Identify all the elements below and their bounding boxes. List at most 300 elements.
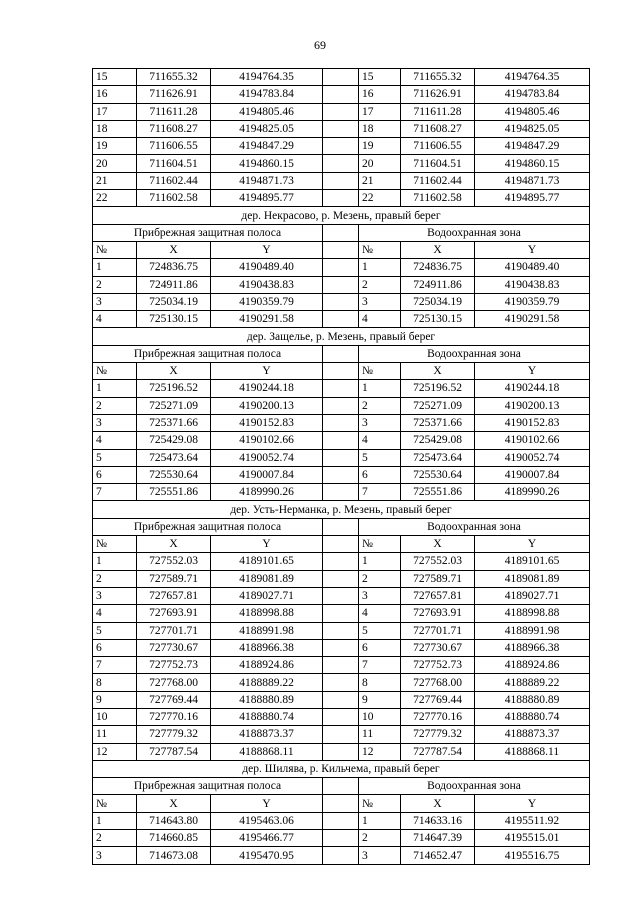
right-point-number: 22 — [359, 190, 401, 207]
right-point-number: 16 — [359, 86, 401, 103]
left-y-value: 4190007.84 — [211, 466, 323, 483]
column-header-x: X — [137, 241, 211, 258]
right-x-value: 711611.28 — [401, 103, 475, 120]
column-gap — [323, 536, 359, 553]
table-row — [93, 380, 590, 397]
left-y-value: 4188889.22 — [211, 674, 323, 691]
right-y-value: 4189027.71 — [475, 587, 590, 604]
right-y-value: 4190200.13 — [475, 397, 590, 414]
right-x-value: 727752.73 — [401, 657, 475, 674]
right-point-number: 3 — [359, 293, 401, 310]
right-x-value: 714647.39 — [401, 830, 475, 847]
column-gap — [323, 847, 359, 864]
left-x-value: 714643.80 — [137, 812, 211, 829]
column-header-x: X — [137, 363, 211, 380]
left-y-value: 4194825.05 — [211, 120, 323, 137]
left-point-number: 3 — [93, 414, 137, 431]
table-row — [93, 570, 590, 587]
right-point-number: 2 — [359, 830, 401, 847]
right-y-value: 4188873.37 — [475, 726, 590, 743]
column-header-x: X — [401, 241, 475, 258]
left-y-value: 4194871.73 — [211, 172, 323, 189]
column-gap — [323, 518, 359, 535]
table-row — [93, 587, 590, 604]
coastal-strip-header: Прибрежная защитная полоса — [93, 345, 323, 362]
right-point-number: 21 — [359, 172, 401, 189]
table-row — [93, 847, 590, 864]
right-x-value: 711604.51 — [401, 155, 475, 172]
right-x-value: 727693.91 — [401, 605, 475, 622]
column-gap — [323, 466, 359, 483]
column-gap — [323, 432, 359, 449]
right-point-number: 1 — [359, 380, 401, 397]
right-point-number: 12 — [359, 743, 401, 760]
right-x-value: 711655.32 — [401, 69, 475, 86]
table-row — [93, 639, 590, 656]
table-row — [93, 120, 590, 137]
right-y-value: 4194847.29 — [475, 138, 590, 155]
coordinates-table — [92, 68, 590, 865]
left-point-number: 2 — [93, 570, 137, 587]
right-point-number: 5 — [359, 449, 401, 466]
right-x-value: 725551.86 — [401, 484, 475, 501]
table-row — [93, 657, 590, 674]
column-gap — [323, 293, 359, 310]
right-y-value: 4194805.46 — [475, 103, 590, 120]
left-x-value: 725271.09 — [137, 397, 211, 414]
column-header-x: X — [401, 363, 475, 380]
right-x-value: 725371.66 — [401, 414, 475, 431]
left-y-value: 4188873.37 — [211, 726, 323, 743]
column-gap — [323, 587, 359, 604]
column-gap — [323, 639, 359, 656]
column-gap — [323, 449, 359, 466]
left-y-value: 4194860.15 — [211, 155, 323, 172]
left-x-value: 724836.75 — [137, 259, 211, 276]
right-point-number: 17 — [359, 103, 401, 120]
left-point-number: 6 — [93, 466, 137, 483]
right-y-value: 4190489.40 — [475, 259, 590, 276]
table-row — [93, 484, 590, 501]
right-point-number: 10 — [359, 708, 401, 725]
left-x-value: 727657.81 — [137, 587, 211, 604]
right-point-number: 7 — [359, 657, 401, 674]
right-x-value: 727768.00 — [401, 674, 475, 691]
right-y-value: 4190007.84 — [475, 466, 590, 483]
right-y-value: 4195511.92 — [475, 812, 590, 829]
left-y-value: 4195470.95 — [211, 847, 323, 864]
left-point-number: 19 — [93, 138, 137, 155]
left-x-value: 725196.52 — [137, 380, 211, 397]
table-row — [93, 674, 590, 691]
left-y-value: 4188924.86 — [211, 657, 323, 674]
left-point-number: 7 — [93, 657, 137, 674]
column-gap — [323, 743, 359, 760]
column-header-row — [93, 536, 590, 553]
table-row — [93, 432, 590, 449]
table-row — [93, 259, 590, 276]
table-row — [93, 311, 590, 328]
section-title-row — [93, 760, 590, 777]
column-gap — [323, 345, 359, 362]
coastal-strip-header: Прибрежная защитная полоса — [93, 778, 323, 795]
page-number: 69 — [314, 38, 326, 52]
table-row — [93, 69, 590, 86]
column-gap — [323, 812, 359, 829]
right-x-value: 714652.47 — [401, 847, 475, 864]
column-gap — [323, 241, 359, 258]
column-gap — [323, 708, 359, 725]
column-header-y: Y — [475, 536, 590, 553]
left-point-number: 4 — [93, 311, 137, 328]
left-x-value: 727701.71 — [137, 622, 211, 639]
right-x-value: 724836.75 — [401, 259, 475, 276]
column-gap — [323, 830, 359, 847]
left-point-number: 1 — [93, 380, 137, 397]
table-row — [93, 743, 590, 760]
right-y-value: 4190102.66 — [475, 432, 590, 449]
left-x-value: 711655.32 — [137, 69, 211, 86]
right-x-value: 727779.32 — [401, 726, 475, 743]
right-x-value: 724911.86 — [401, 276, 475, 293]
right-x-value: 725429.08 — [401, 432, 475, 449]
column-header-row — [93, 241, 590, 258]
column-header-x: X — [401, 795, 475, 812]
table-row — [93, 466, 590, 483]
right-y-value: 4194764.35 — [475, 69, 590, 86]
column-gap — [323, 657, 359, 674]
column-gap — [323, 190, 359, 207]
column-header-y: Y — [211, 536, 323, 553]
right-point-number: 20 — [359, 155, 401, 172]
right-x-value: 725130.15 — [401, 311, 475, 328]
left-y-value: 4189081.89 — [211, 570, 323, 587]
section-title-row — [93, 328, 590, 345]
table-row — [93, 726, 590, 743]
left-x-value: 727752.73 — [137, 657, 211, 674]
right-x-value: 727769.44 — [401, 691, 475, 708]
column-gap — [323, 138, 359, 155]
column-gap — [323, 553, 359, 570]
left-y-value: 4188880.74 — [211, 708, 323, 725]
right-y-value: 4190291.58 — [475, 311, 590, 328]
left-point-number: 1 — [93, 259, 137, 276]
left-y-value: 4194805.46 — [211, 103, 323, 120]
left-x-value: 724911.86 — [137, 276, 211, 293]
right-y-value: 4190359.79 — [475, 293, 590, 310]
column-header-number: № — [359, 795, 401, 812]
left-point-number: 3 — [93, 587, 137, 604]
column-gap — [323, 363, 359, 380]
column-header-number: № — [93, 795, 137, 812]
right-x-value: 711608.27 — [401, 120, 475, 137]
right-y-value: 4190152.83 — [475, 414, 590, 431]
left-y-value: 4194895.77 — [211, 190, 323, 207]
column-gap — [323, 86, 359, 103]
left-x-value: 711606.55 — [137, 138, 211, 155]
left-point-number: 10 — [93, 708, 137, 725]
left-y-value: 4188880.89 — [211, 691, 323, 708]
left-point-number: 6 — [93, 639, 137, 656]
right-y-value: 4188991.98 — [475, 622, 590, 639]
left-y-value: 4190291.58 — [211, 311, 323, 328]
section-title: дер. Защелье, р. Мезень, правый берег — [93, 328, 590, 345]
right-y-value: 4190052.74 — [475, 449, 590, 466]
column-gap — [323, 103, 359, 120]
column-gap — [323, 276, 359, 293]
left-point-number: 18 — [93, 120, 137, 137]
left-x-value: 725429.08 — [137, 432, 211, 449]
right-y-value: 4188880.89 — [475, 691, 590, 708]
left-point-number: 3 — [93, 293, 137, 310]
column-gap — [323, 414, 359, 431]
section-title: дер. Шилява, р. Кильчема, правый берег — [93, 760, 590, 777]
right-y-value: 4189081.89 — [475, 570, 590, 587]
right-point-number: 2 — [359, 276, 401, 293]
left-point-number: 8 — [93, 674, 137, 691]
left-y-value: 4194847.29 — [211, 138, 323, 155]
left-point-number: 2 — [93, 397, 137, 414]
right-point-number: 6 — [359, 466, 401, 483]
right-point-number: 18 — [359, 120, 401, 137]
table-row — [93, 553, 590, 570]
water-protection-zone-header: Водоохранная зона — [359, 345, 590, 362]
left-x-value: 725371.66 — [137, 414, 211, 431]
left-point-number: 1 — [93, 553, 137, 570]
coordinates-table-body — [93, 69, 590, 865]
section-title: дер. Усть-Нерманка, р. Мезень, правый берег — [93, 501, 590, 518]
right-x-value: 727701.71 — [401, 622, 475, 639]
left-x-value: 727779.32 — [137, 726, 211, 743]
left-x-value: 727693.91 — [137, 605, 211, 622]
right-point-number: 1 — [359, 259, 401, 276]
column-header-y: Y — [475, 363, 590, 380]
right-y-value: 4194871.73 — [475, 172, 590, 189]
right-y-value: 4189990.26 — [475, 484, 590, 501]
section-title-row — [93, 207, 590, 224]
right-point-number: 1 — [359, 553, 401, 570]
left-y-value: 4190200.13 — [211, 397, 323, 414]
left-point-number: 5 — [93, 622, 137, 639]
left-y-value: 4195463.06 — [211, 812, 323, 829]
right-y-value: 4188868.11 — [475, 743, 590, 760]
right-x-value: 711602.44 — [401, 172, 475, 189]
column-gap — [323, 172, 359, 189]
right-x-value: 727730.67 — [401, 639, 475, 656]
left-point-number: 2 — [93, 830, 137, 847]
column-header-x: X — [137, 795, 211, 812]
water-protection-zone-header: Водоохранная зона — [359, 518, 590, 535]
right-point-number: 4 — [359, 605, 401, 622]
left-x-value: 725034.19 — [137, 293, 211, 310]
right-point-number: 2 — [359, 397, 401, 414]
column-header-x: X — [401, 536, 475, 553]
water-protection-zone-header: Водоохранная зона — [359, 778, 590, 795]
table-row — [93, 293, 590, 310]
right-x-value: 711626.91 — [401, 86, 475, 103]
right-x-value: 727589.71 — [401, 570, 475, 587]
table-row — [93, 830, 590, 847]
left-x-value: 711602.58 — [137, 190, 211, 207]
right-point-number: 2 — [359, 570, 401, 587]
column-header-y: Y — [211, 795, 323, 812]
right-point-number: 5 — [359, 622, 401, 639]
left-x-value: 725530.64 — [137, 466, 211, 483]
right-x-value: 727552.03 — [401, 553, 475, 570]
left-y-value: 4194783.84 — [211, 86, 323, 103]
left-point-number: 5 — [93, 449, 137, 466]
left-x-value: 711608.27 — [137, 120, 211, 137]
left-point-number: 16 — [93, 86, 137, 103]
right-y-value: 4194860.15 — [475, 155, 590, 172]
left-point-number: 1 — [93, 812, 137, 829]
left-point-number: 7 — [93, 484, 137, 501]
coastal-strip-header: Прибрежная защитная полоса — [93, 224, 323, 241]
table-row — [93, 103, 590, 120]
left-point-number: 4 — [93, 605, 137, 622]
zone-header-row — [93, 224, 590, 241]
left-point-number: 12 — [93, 743, 137, 760]
right-y-value: 4190438.83 — [475, 276, 590, 293]
right-x-value: 725196.52 — [401, 380, 475, 397]
left-y-value: 4188966.38 — [211, 639, 323, 656]
zone-header-row — [93, 778, 590, 795]
column-header-number: № — [93, 536, 137, 553]
right-point-number: 8 — [359, 674, 401, 691]
column-gap — [323, 397, 359, 414]
column-header-number: № — [93, 363, 137, 380]
column-gap — [323, 674, 359, 691]
table-row — [93, 812, 590, 829]
section-title-row — [93, 501, 590, 518]
left-point-number: 4 — [93, 432, 137, 449]
table-row — [93, 138, 590, 155]
right-point-number: 3 — [359, 847, 401, 864]
column-gap — [323, 380, 359, 397]
right-y-value: 4188880.74 — [475, 708, 590, 725]
column-gap — [323, 691, 359, 708]
right-y-value: 4194825.05 — [475, 120, 590, 137]
right-point-number: 3 — [359, 414, 401, 431]
right-x-value: 711606.55 — [401, 138, 475, 155]
right-point-number: 19 — [359, 138, 401, 155]
left-x-value: 725473.64 — [137, 449, 211, 466]
left-y-value: 4188998.88 — [211, 605, 323, 622]
table-row — [93, 605, 590, 622]
table-row — [93, 708, 590, 725]
left-y-value: 4190359.79 — [211, 293, 323, 310]
water-protection-zone-header: Водоохранная зона — [359, 224, 590, 241]
table-row — [93, 414, 590, 431]
left-x-value: 727770.16 — [137, 708, 211, 725]
column-header-x: X — [137, 536, 211, 553]
left-y-value: 4190152.83 — [211, 414, 323, 431]
right-x-value: 725530.64 — [401, 466, 475, 483]
left-x-value: 725551.86 — [137, 484, 211, 501]
left-y-value: 4190052.74 — [211, 449, 323, 466]
right-y-value: 4188998.88 — [475, 605, 590, 622]
left-y-value: 4190102.66 — [211, 432, 323, 449]
table-row — [93, 172, 590, 189]
right-y-value: 4194783.84 — [475, 86, 590, 103]
left-y-value: 4190244.18 — [211, 380, 323, 397]
column-header-row — [93, 795, 590, 812]
column-header-row — [93, 363, 590, 380]
right-x-value: 727787.54 — [401, 743, 475, 760]
right-y-value: 4195516.75 — [475, 847, 590, 864]
right-y-value: 4188966.38 — [475, 639, 590, 656]
zone-header-row — [93, 345, 590, 362]
column-gap — [323, 570, 359, 587]
column-header-number: № — [359, 241, 401, 258]
right-x-value: 725271.09 — [401, 397, 475, 414]
column-header-number: № — [359, 536, 401, 553]
right-point-number: 3 — [359, 587, 401, 604]
left-y-value: 4189027.71 — [211, 587, 323, 604]
right-x-value: 725034.19 — [401, 293, 475, 310]
left-x-value: 711604.51 — [137, 155, 211, 172]
left-y-value: 4189101.65 — [211, 553, 323, 570]
left-x-value: 725130.15 — [137, 311, 211, 328]
left-point-number: 22 — [93, 190, 137, 207]
column-header-y: Y — [475, 795, 590, 812]
left-point-number: 3 — [93, 847, 137, 864]
column-gap — [323, 224, 359, 241]
coastal-strip-header: Прибрежная защитная полоса — [93, 518, 323, 535]
left-point-number: 17 — [93, 103, 137, 120]
right-point-number: 6 — [359, 639, 401, 656]
left-x-value: 727787.54 — [137, 743, 211, 760]
left-x-value: 727768.00 — [137, 674, 211, 691]
column-gap — [323, 155, 359, 172]
column-gap — [323, 120, 359, 137]
column-gap — [323, 622, 359, 639]
left-x-value: 711611.28 — [137, 103, 211, 120]
left-point-number: 21 — [93, 172, 137, 189]
right-y-value: 4188924.86 — [475, 657, 590, 674]
column-header-y: Y — [211, 241, 323, 258]
left-point-number: 15 — [93, 69, 137, 86]
right-y-value: 4188889.22 — [475, 674, 590, 691]
column-header-number: № — [359, 363, 401, 380]
right-point-number: 7 — [359, 484, 401, 501]
column-gap — [323, 778, 359, 795]
left-y-value: 4188991.98 — [211, 622, 323, 639]
section-title: дер. Некрасово, р. Мезень, правый берег — [93, 207, 590, 224]
left-x-value: 714673.08 — [137, 847, 211, 864]
table-row — [93, 155, 590, 172]
left-x-value: 727730.67 — [137, 639, 211, 656]
column-header-number: № — [93, 241, 137, 258]
left-x-value: 714660.85 — [137, 830, 211, 847]
left-point-number: 11 — [93, 726, 137, 743]
zone-header-row — [93, 518, 590, 535]
column-header-y: Y — [211, 363, 323, 380]
right-x-value: 725473.64 — [401, 449, 475, 466]
left-x-value: 727769.44 — [137, 691, 211, 708]
right-point-number: 4 — [359, 432, 401, 449]
left-y-value: 4190489.40 — [211, 259, 323, 276]
right-point-number: 11 — [359, 726, 401, 743]
right-y-value: 4195515.01 — [475, 830, 590, 847]
left-x-value: 727552.03 — [137, 553, 211, 570]
left-point-number: 9 — [93, 691, 137, 708]
right-x-value: 714633.16 — [401, 812, 475, 829]
column-gap — [323, 69, 359, 86]
table-row — [93, 190, 590, 207]
column-gap — [323, 484, 359, 501]
table-row — [93, 86, 590, 103]
